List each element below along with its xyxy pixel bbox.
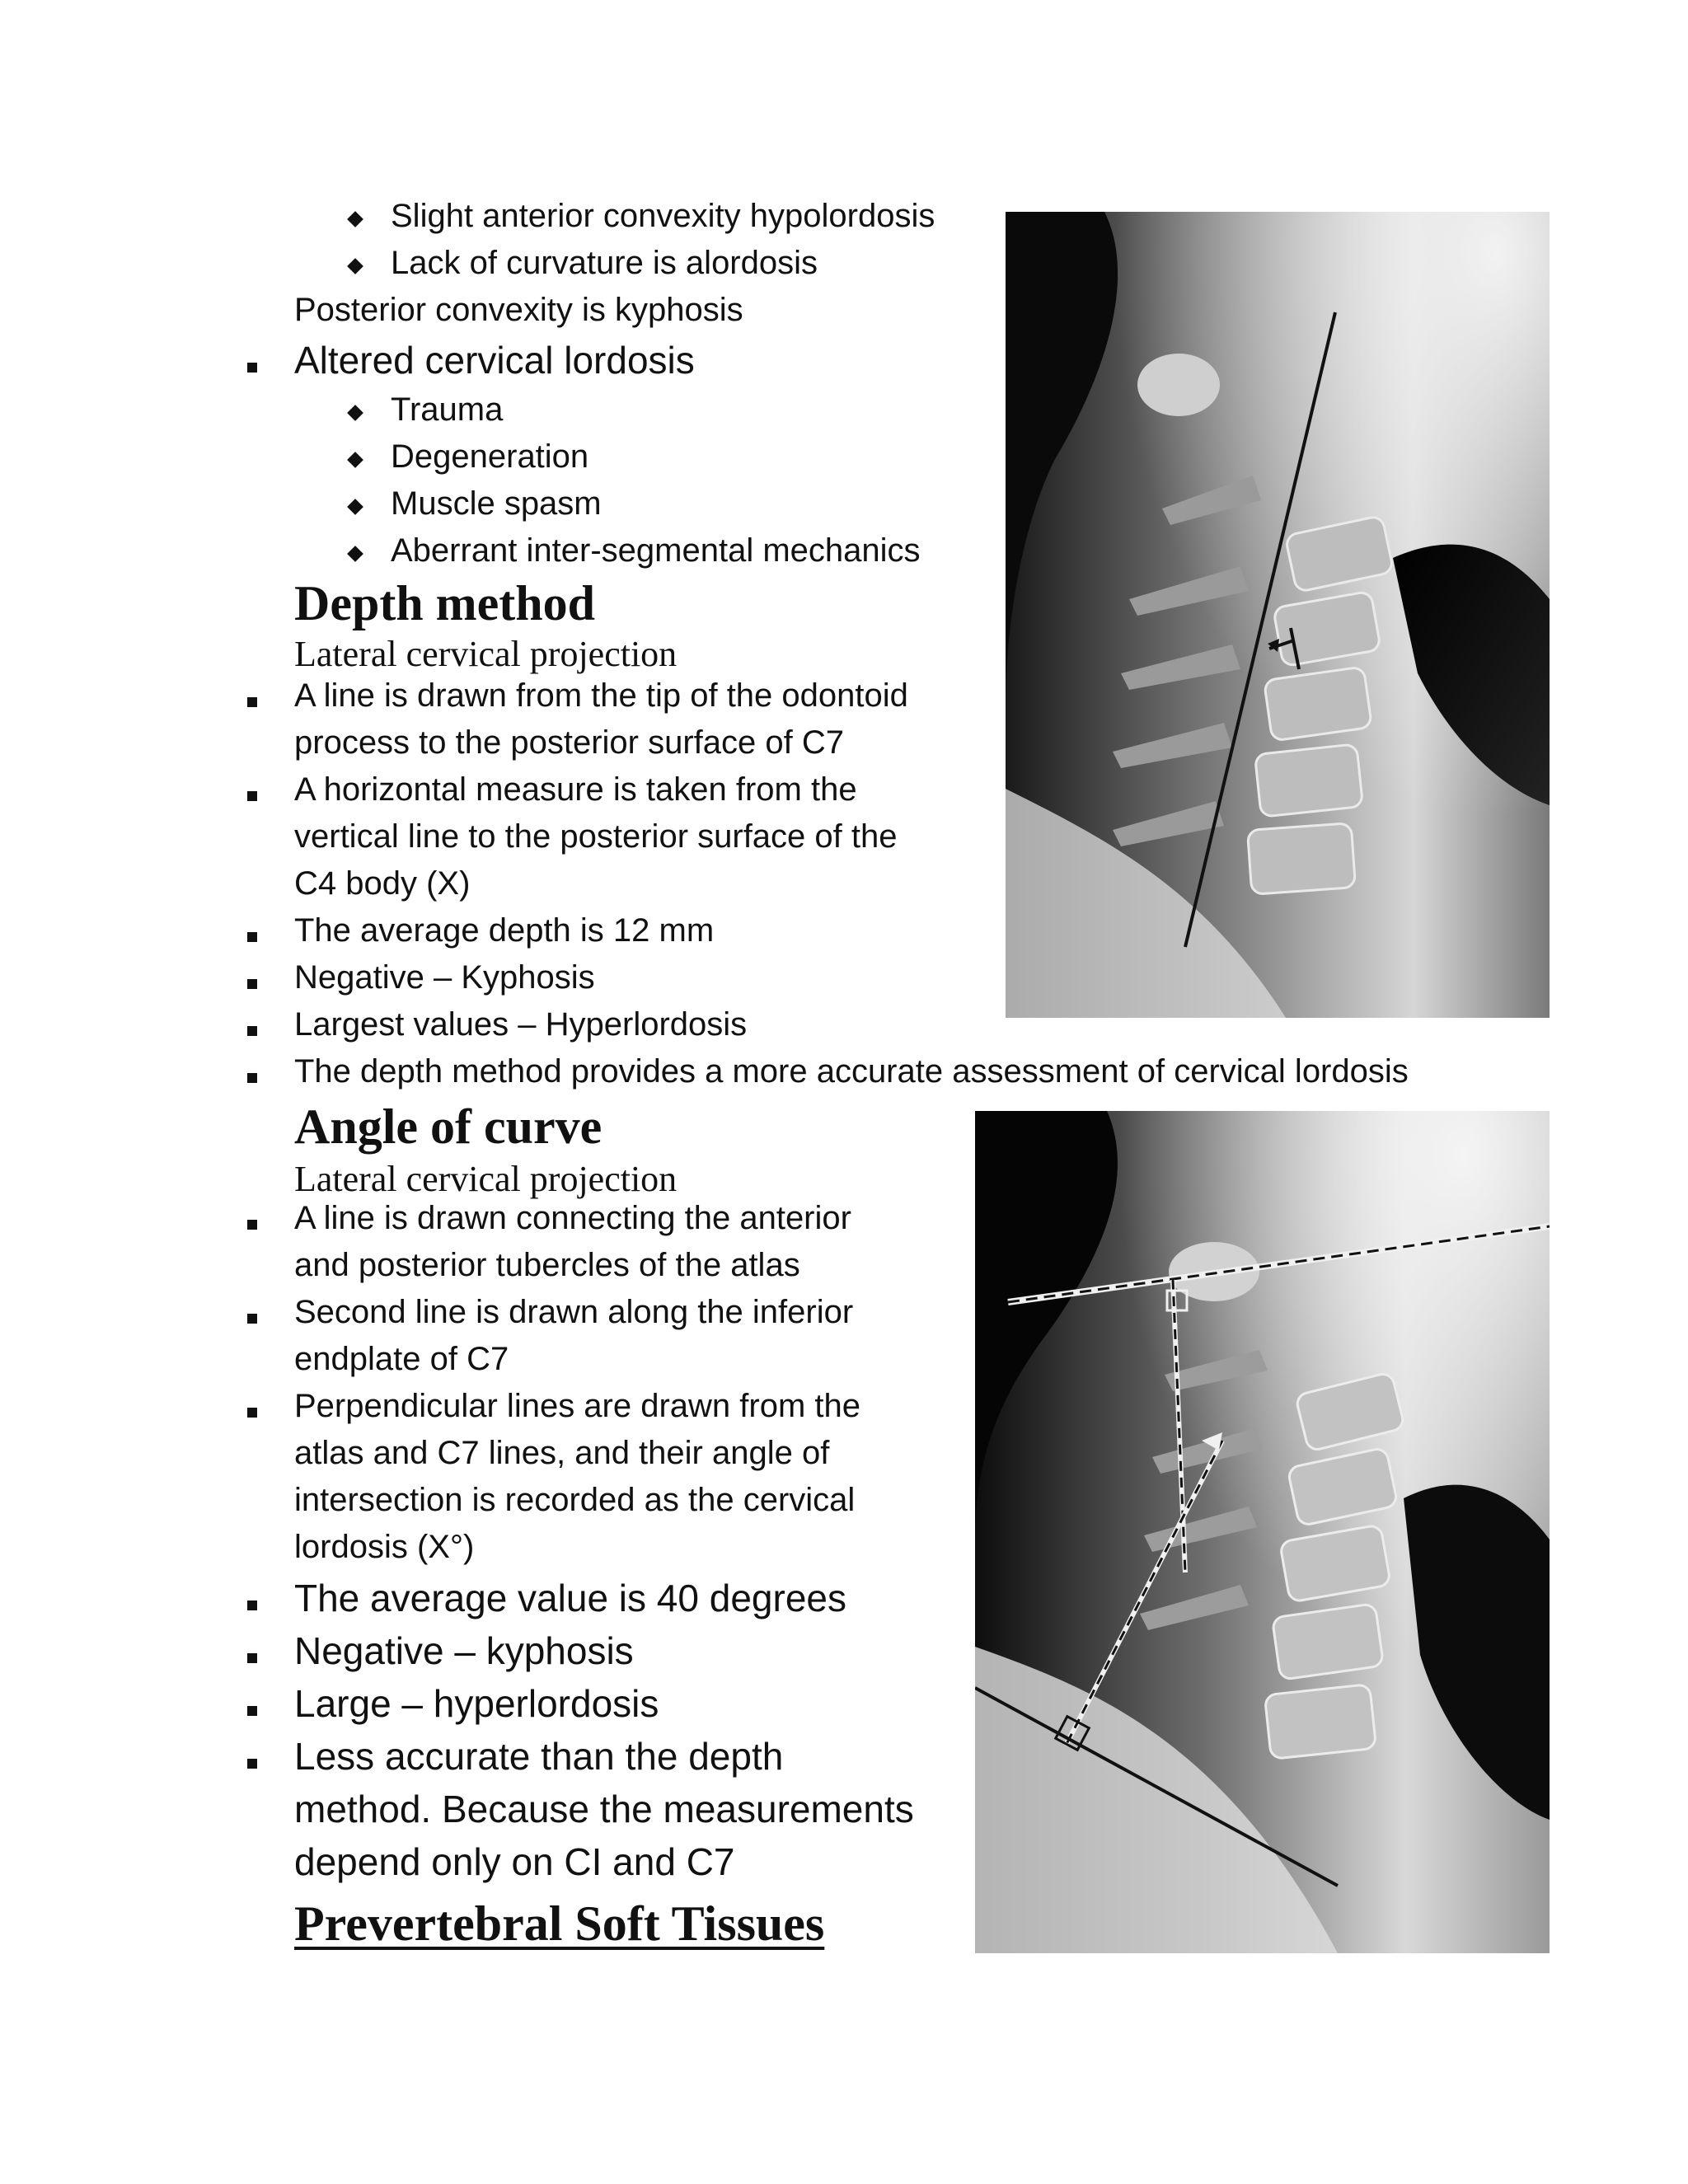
list-item-cont: depend only on CI and C7 [294, 1840, 735, 1883]
list-item: Degeneration [391, 438, 589, 475]
list-item: Muscle spasm [391, 485, 602, 522]
list-item: A horizontal measure is taken from the [294, 771, 857, 808]
square-bullet-icon [247, 932, 257, 942]
list-item: The average value is 40 degrees [294, 1577, 846, 1619]
diamond-bullet-icon [347, 499, 363, 515]
list-item: Perpendicular lines are drawn from the [294, 1388, 861, 1424]
square-bullet-icon [247, 979, 257, 989]
square-bullet-icon [247, 791, 257, 801]
section-heading: Depth method [294, 576, 596, 630]
note-text: Posterior convexity is kyphosis [294, 292, 743, 328]
square-bullet-icon [247, 1026, 257, 1036]
projection-label: Lateral cervical projection [294, 1159, 678, 1199]
list-item-cont: and posterior tubercles of the atlas [294, 1247, 800, 1283]
square-bullet-icon [247, 1220, 257, 1230]
square-bullet-icon [247, 1314, 257, 1324]
list-item: Large – hyperlordosis [294, 1682, 659, 1725]
diamond-bullet-icon [347, 211, 363, 227]
list-item-cont: process to the posterior surface of C7 [294, 724, 844, 761]
square-bullet-icon [247, 1073, 257, 1083]
list-item: The depth method provides a more accurate assessment of cervical lordosis [294, 1053, 1409, 1090]
square-bullet-icon [247, 1759, 257, 1769]
xray-depth-method-illustration [1006, 212, 1550, 1018]
list-item: Lack of curvature is alordosis [391, 245, 818, 281]
list-item: Aberrant inter-segmental mechanics [391, 532, 921, 569]
section-title: Altered cervical lordosis [294, 339, 695, 382]
square-bullet-icon [247, 1706, 257, 1716]
section-heading: Angle of curve [294, 1099, 603, 1154]
list-item: Negative – Kyphosis [294, 959, 595, 996]
list-item-cont: atlas and C7 lines, and their angle of [294, 1435, 830, 1471]
xray-angle-of-curve-image [975, 1111, 1550, 1953]
square-bullet-icon [247, 1653, 257, 1663]
list-item: A line is drawn connecting the anterior [294, 1200, 851, 1236]
square-bullet-icon [247, 1601, 257, 1610]
section-heading-prevertebral: Prevertebral Soft Tissues [294, 1896, 825, 1951]
list-item: The average depth is 12 mm [294, 912, 715, 949]
diamond-bullet-icon [347, 546, 363, 562]
diamond-bullet-icon [347, 452, 363, 468]
list-item-cont: endplate of C7 [294, 1341, 509, 1377]
list-item: Largest values – Hyperlordosis [294, 1006, 748, 1043]
list-item: Slight anterior convexity hypolordosis [391, 198, 935, 234]
list-item: Negative – kyphosis [294, 1629, 634, 1672]
xray-depth-method-image [1006, 212, 1550, 1018]
list-item-cont: vertical line to the posterior surface of the [294, 818, 898, 855]
square-bullet-icon [247, 363, 257, 373]
list-item-cont: lordosis (X°) [294, 1529, 475, 1565]
list-item: Second line is drawn along the inferior [294, 1294, 854, 1330]
diamond-bullet-icon [347, 258, 363, 274]
projection-label: Lateral cervical projection [294, 634, 678, 674]
square-bullet-icon [247, 697, 257, 707]
xray-angle-of-curve-illustration [975, 1111, 1550, 1953]
square-bullet-icon [247, 1408, 257, 1418]
list-item-cont: intersection is recorded as the cervical [294, 1482, 856, 1518]
list-item: Less accurate than the depth [294, 1735, 784, 1778]
diamond-bullet-icon [347, 405, 363, 421]
list-item-cont: method. Because the measurements [294, 1788, 914, 1830]
list-item: Trauma [391, 391, 504, 428]
list-item: A line is drawn from the tip of the odontoid [294, 677, 908, 714]
list-item-cont: C4 body (X) [294, 865, 471, 902]
